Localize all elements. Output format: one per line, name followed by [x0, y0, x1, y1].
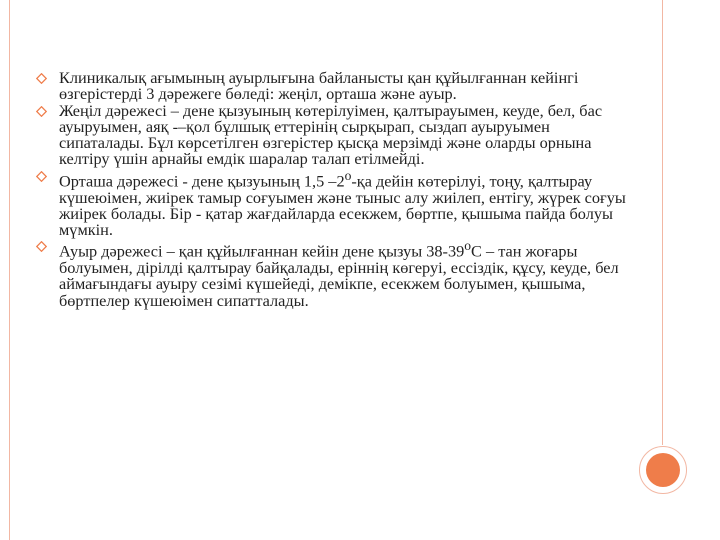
hollow-diamond-bullet-icon: [36, 73, 47, 84]
bullet-text: [59, 168, 626, 239]
orange-circle-icon: [646, 453, 680, 487]
superscript-degree: о: [464, 238, 472, 254]
bullet-text-part: Орташа дәрежесі - дене қызуының 1,5 –2: [59, 171, 345, 191]
right-decorative-rule: [662, 0, 663, 445]
list-item: [36, 100, 626, 169]
slide-content: [36, 70, 626, 309]
bullet-text-part: -қа дейін көтерілуі, тоңу, қалтырау күшеюімен, жиірек тамыр соғуымен және тыныс алу жиілеп, ентігу, жүрек соғуы жиірек болады. Бір - қатар жағдайларда есекжем, бөртпе, қышыма пайда болуы мүмкін.: [59, 171, 626, 240]
hollow-diamond-bullet-icon: [36, 106, 47, 117]
bullet-text: [59, 238, 626, 309]
bullet-text-part: С – тан жоғары болуымен, дірілді қалтырау байқалады, еріннің көгеруі, ессіздік, құсу, кеуде, бел аймағындағы ауыру сезімі күшейеді, демікпе, есекжем болуымен, қышыма, бөртпелер күшеюімен сипатталады.: [59, 241, 619, 310]
bullet-text: Клиникалық ағымының ауырлығына байланысты қан құйылғаннан кейінгі өзгерістерді 3 дәрежеге бөледі: жеңіл, орташа және ауыр.: [59, 68, 579, 104]
superscript-degree: о: [344, 167, 352, 183]
bullet-list: [36, 70, 626, 309]
bullet-text: Жеңіл дәрежесі – дене қызуының көтерілуімен, қалтырауымен, кеуде, бел, бас ауыруымен, аяқ -–қол бұлшық еттерінің сырқырап, сыздап ауыруымен сипаталады. Бұл көрсетілген өзгерістер қысқа мерзімді және оларды орнына келтіру үшін арнайы емдік шаралар талап етілмейді.: [59, 100, 603, 169]
slide-number-circle: [639, 446, 687, 494]
list-item: [36, 168, 626, 239]
left-decorative-rule: [9, 0, 10, 540]
bullet-text-part: Ауыр дәрежесі – қан құйылғаннан кейін дене қызуы 38-39: [59, 241, 465, 261]
list-item: [36, 238, 626, 309]
hollow-diamond-bullet-icon: [36, 241, 47, 252]
hollow-diamond-bullet-icon: [36, 171, 47, 182]
list-item: [36, 70, 626, 103]
